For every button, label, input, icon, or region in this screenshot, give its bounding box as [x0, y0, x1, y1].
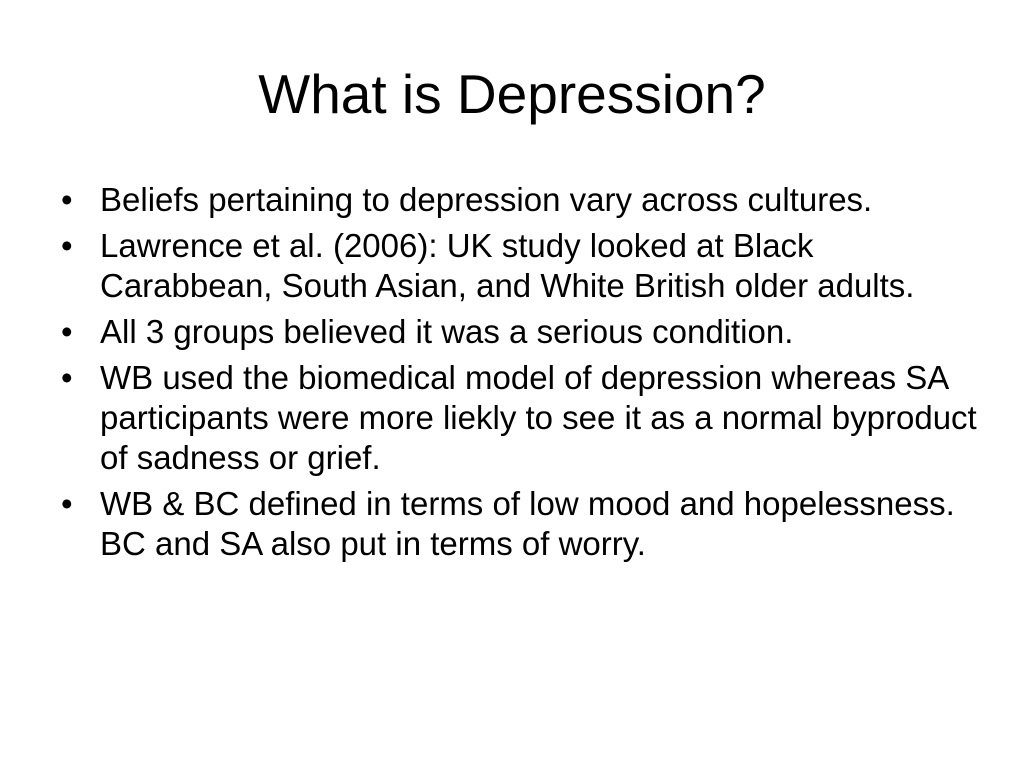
bullet-icon: • [61, 485, 73, 522]
bullet-list [58, 180, 986, 570]
bullet-item [58, 358, 986, 478]
bullet-text: WB & BC defined in terms of low mood and hopelessness. BC and SA also put in terms of worry. [100, 485, 974, 562]
bullet-icon: • [61, 227, 73, 264]
bullet-text: Beliefs pertaining to depression vary across cultures. [100, 181, 873, 218]
bullet-text: Lawrence et al. (2006): UK study looked at Black Carabbean, South Asian, and White British older adults. [100, 227, 915, 304]
bullet-item [58, 312, 978, 352]
bullet-item [58, 180, 978, 220]
bullet-item [58, 226, 978, 306]
bullet-text: WB used the biomedical model of depression whereas SA participants were more liekly to see it as a normal byproduct of sadness or grief. [100, 359, 986, 476]
slide-title: What is Depression? [258, 63, 766, 125]
bullet-text: All 3 groups believed it was a serious condition. [100, 313, 794, 350]
bullet-item [58, 484, 978, 564]
bullet-icon: • [61, 313, 73, 350]
bullet-icon: • [61, 359, 73, 396]
bullet-icon: • [61, 181, 73, 218]
